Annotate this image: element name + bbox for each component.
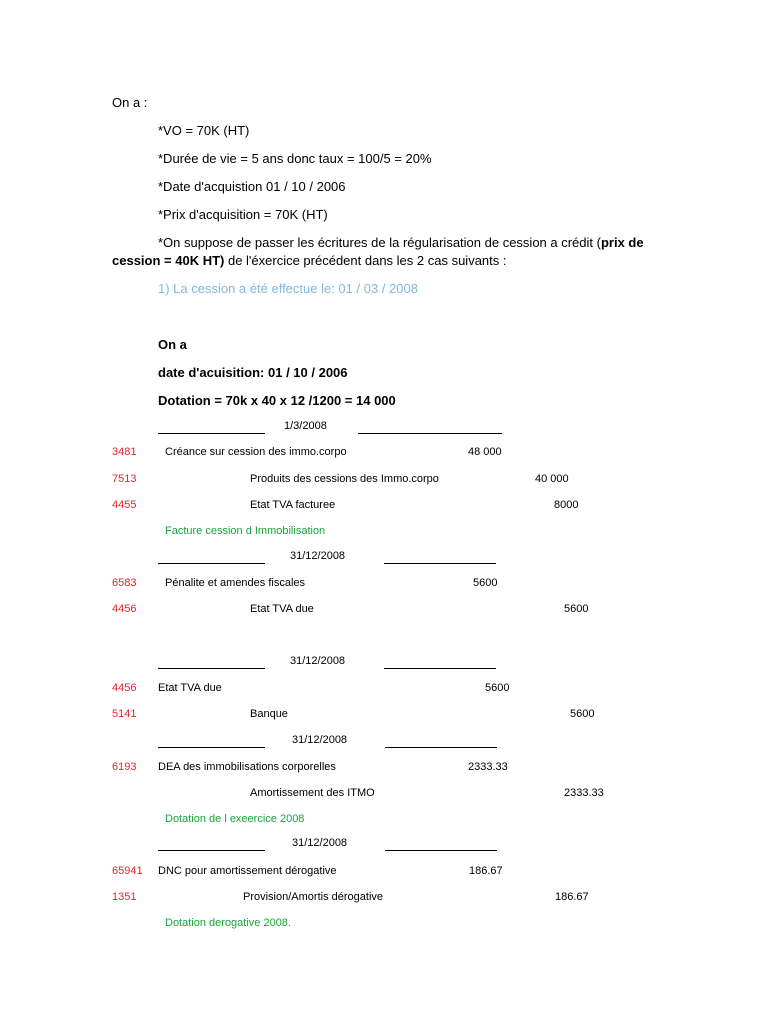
entry-line-label: Etat TVA due <box>250 603 314 615</box>
account-number: 5141 <box>112 708 137 720</box>
case1-heading: 1) La cession a été effectue le: 01 / 03 / 2008 <box>158 281 418 296</box>
prix-acquisition-line: *Prix d'acquisition = 70K (HT) <box>158 207 328 222</box>
credit-amount: 5600 <box>570 708 595 720</box>
calc-dotation: Dotation = 70k x 40 x 12 /1200 = 14 000 <box>158 393 396 408</box>
supposition-text-1: *On suppose de passer les écritures de la régularisation de cession a crédit ( <box>158 235 601 250</box>
entry-separator-right <box>385 850 497 851</box>
entry-note: Facture cession d Immobilisation <box>165 525 326 537</box>
intro-heading: On a : <box>112 95 148 110</box>
supposition-line-1 <box>158 235 644 251</box>
vo-line: *VO = 70K (HT) <box>158 123 250 138</box>
account-number: 3481 <box>112 446 137 458</box>
account-number: 6193 <box>112 761 137 773</box>
entry-line-label: Amortissement des ITMO <box>250 787 375 799</box>
entry-line-label: DEA des immobilisations corporelles <box>158 761 336 773</box>
account-number: 1351 <box>112 891 137 903</box>
calc-on-a: On a <box>158 337 187 352</box>
account-number: 7513 <box>112 473 137 485</box>
debit-amount: 5600 <box>485 682 510 694</box>
supposition-bold-1: prix de <box>600 235 644 250</box>
entry-date: 31/12/2008 <box>292 837 348 849</box>
entry-separator-right <box>384 563 496 564</box>
supposition-bold-2: cession = 40K HT) <box>112 253 225 268</box>
entry-line-label: Etat TVA due <box>158 682 222 694</box>
entry-separator-left <box>158 433 265 434</box>
entry-separator-left <box>158 563 265 564</box>
credit-amount: 2333.33 <box>564 787 604 799</box>
entry-line-label: DNC pour amortissement dérogative <box>158 865 337 877</box>
entry-separator-right <box>384 668 496 669</box>
account-number: 4456 <box>112 682 137 694</box>
credit-amount: 40 000 <box>535 473 569 485</box>
credit-amount: 5600 <box>564 603 589 615</box>
duree-line: *Durée de vie = 5 ans donc taux = 100/5 = 20% <box>158 151 432 166</box>
entry-note: Dotation derogative 2008. <box>165 917 291 929</box>
entry-separator-right <box>358 433 502 434</box>
account-number: 4455 <box>112 499 137 511</box>
entry-note: Dotation de l exeercice 2008 <box>165 813 305 825</box>
entry-separator-left <box>158 850 265 851</box>
calc-date-acuisition: date d'acuisition: 01 / 10 / 2006 <box>158 365 348 380</box>
entry-separator-left <box>158 668 265 669</box>
entry-separator-right <box>385 747 497 748</box>
account-number: 4456 <box>112 603 137 615</box>
entry-date: 31/12/2008 <box>290 655 346 667</box>
entry-line-label: Pénalite et amendes fiscales <box>165 577 306 589</box>
debit-amount: 2333.33 <box>468 761 508 773</box>
account-number: 6583 <box>112 577 137 589</box>
entry-line-label: Provision/Amortis dérogative <box>243 891 384 903</box>
supposition-text-2: de l'éxercice précédent dans les 2 cas suivants : <box>224 253 507 268</box>
entry-date: 31/12/2008 <box>290 550 346 562</box>
account-number: 65941 <box>112 865 143 877</box>
credit-amount: 8000 <box>554 499 579 511</box>
entry-separator-left <box>158 747 265 748</box>
credit-amount: 186.67 <box>555 891 589 903</box>
debit-amount: 186.67 <box>469 865 503 877</box>
entry-date: 31/12/2008 <box>292 734 348 746</box>
entry-line-label: Banque <box>250 708 288 720</box>
entry-line-label: Etat TVA facturee <box>250 499 336 511</box>
date-acquisition-line: *Date d'acquistion 01 / 10 / 2006 <box>158 179 346 194</box>
entry-line-label: Créance sur cession des immo.corpo <box>165 446 347 458</box>
entry-date: 1/3/2008 <box>284 420 327 432</box>
entry-line-label: Produits des cessions des Immo.corpo <box>250 473 439 485</box>
supposition-line-2 <box>112 253 507 269</box>
debit-amount: 5600 <box>473 577 498 589</box>
debit-amount: 48 000 <box>468 446 502 458</box>
